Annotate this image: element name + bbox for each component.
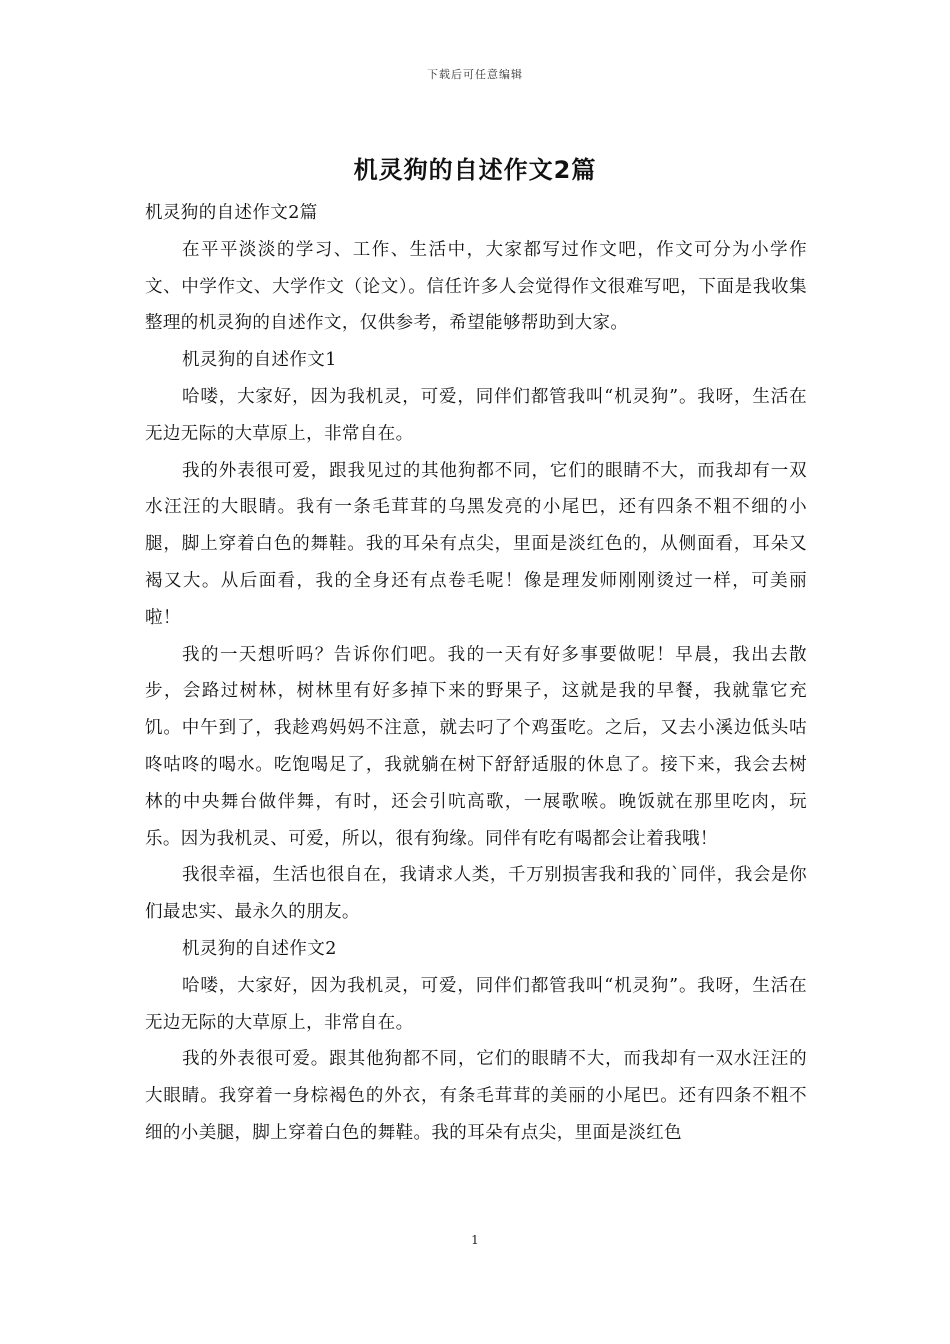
paragraph: 我的一天想听吗？告诉你们吧。我的一天有好多事要做呢！早晨，我出去散步，会路过树林，树林里有好多掉下来的野果子，这就是我的早餐，我就靠它充饥。中午到了，我趁鸡妈妈不注意，就去叼了个鸡蛋吃。之后，又去小溪边低头咕咚咕咚的喝水。吃饱喝足了，我就躺在树下舒舒适服的休息了。接下来，我会去树林的中央舞台做伴舞，有时，还会引吭高歌，一展歌喉。晚饭就在那里吃肉，玩乐。因为我机灵、可爱，所以，很有狗缘。同伴有吃有喝都会让着我哦！ — [145, 644, 807, 849]
paragraph: 我的外表很可爱。跟其他狗都不同，它们的眼睛不大，而我却有一双水汪汪的大眼睛。我穿着一身棕褐色的外衣，有条毛茸茸的美丽的小尾巴。还有四条不粗不细的小美腿，脚上穿着白色的舞鞋。我的耳朵有点尖，里面是淡红色 — [145, 1049, 807, 1143]
page-number: 1 — [471, 1233, 479, 1247]
paragraph: 我的外表很可爱，跟我见过的其他狗都不同，它们的眼睛不大，而我却有一双水汪汪的大眼睛。我有一条毛茸茸的乌黑发亮的小尾巴，还有四条不粗不细的小腿，脚上穿着白色的舞鞋。我的耳朵有点尖，里面是淡红色的，从侧面看，耳朵又褐又大。从后面看，我的全身还有点卷毛呢！像是理发师刚刚烫过一样，可美丽啦！ — [145, 460, 807, 628]
paragraph-intro: 在平平淡淡的学习、工作、生活中，大家都写过作文吧，作文可分为小学作文、中学作文、大学作文（论文）。信任许多人会觉得作文很难写吧，下面是我收集整理的机灵狗的自述作文，仅供参考，希望能够帮助到大家。 — [145, 239, 807, 334]
paragraph: 我很幸福，生活也很自在，我请求人类，千万别损害我和我的`同伴，我会是你们最忠实、最永久的朋友。 — [145, 865, 807, 923]
paragraph-subtitle: 机灵狗的自述作文2篇 — [145, 203, 318, 223]
section-heading-2: 机灵狗的自述作文2 — [182, 938, 337, 959]
section-heading-1: 机灵狗的自述作文1 — [182, 350, 337, 371]
paragraph: 哈喽，大家好，因为我机灵，可爱，同伴们都管我叫“机灵狗”。我呀，生活在无边无际的大草原上，非常自在。 — [145, 386, 807, 444]
header-note: 下载后可任意编辑 — [427, 68, 523, 81]
document-title: 机灵狗的自述作文2篇 — [353, 156, 597, 184]
document-body — [145, 195, 807, 1152]
paragraph: 哈喽，大家好，因为我机灵，可爱，同伴们都管我叫“机灵狗”。我呀，生活在无边无际的大草原上，非常自在。 — [145, 975, 807, 1033]
